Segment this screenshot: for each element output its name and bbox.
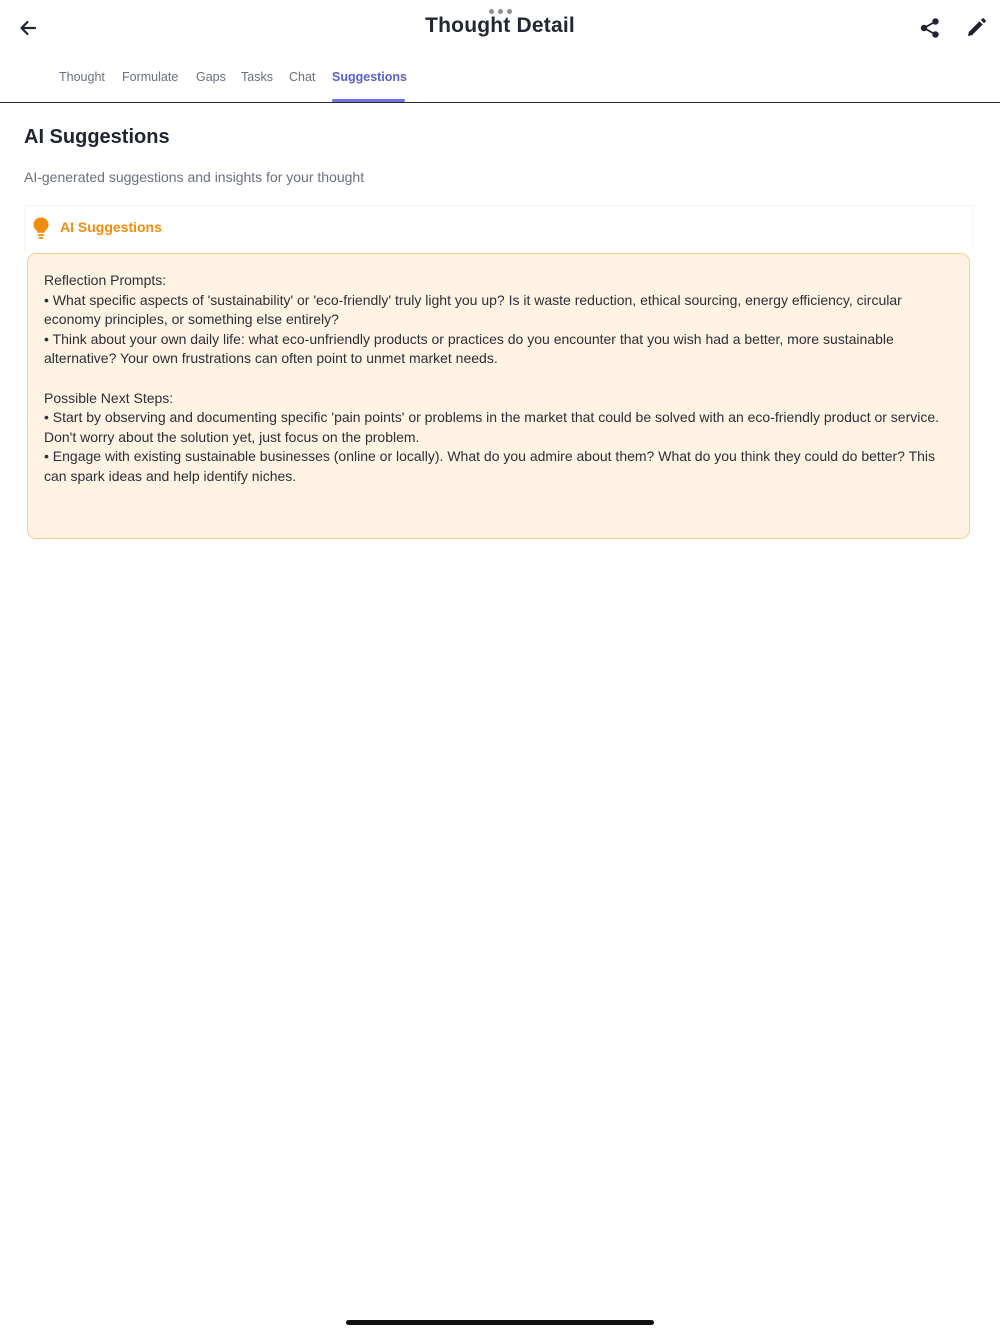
home-indicator[interactable] [346, 1320, 654, 1325]
active-tab-indicator [332, 99, 405, 102]
edit-button[interactable] [960, 12, 992, 44]
card-title: AI Suggestions [60, 219, 162, 235]
share-button[interactable] [914, 12, 946, 44]
section-subtitle: AI-generated suggestions and insights for your thought [24, 169, 365, 185]
tab-formulate[interactable]: Formulate [122, 70, 179, 84]
tab-bar [0, 60, 1000, 103]
tab-chat[interactable]: Chat [289, 70, 316, 84]
tab-gaps[interactable]: Gaps [196, 70, 226, 84]
tab-thought[interactable]: Thought [59, 70, 105, 84]
share-icon [919, 17, 941, 39]
suggestions-card [24, 205, 974, 545]
top-app-bar [0, 0, 1000, 56]
suggestion-text: Reflection Prompts: • What specific aspects of 'sustainability' or 'eco-friendly' truly light you up? Is it waste reduction, ethical sourcing, energy efficiency, circular economy principles, or something else entirely? • Think about your own daily life: what eco-unfriendly products or practices do you encounter that you wish had a better, more sustainable alternative? Your own frustrations can often point to unmet market needs. Possible Next Steps: • Start by observing and documenting specific 'pain points' or problems in the market that could be solved with an eco-friendly product or service. Don't worry about the solution yet, just focus on the problem. • Engage with existing sustainable businesses (online or locally). What do you admire about them? What do you think they could do better? This can spark ideas and help identify niches. [27, 253, 970, 539]
section-title: AI Suggestions [24, 126, 170, 148]
lightbulb-icon [31, 216, 51, 240]
pencil-icon [965, 17, 987, 39]
tab-tasks[interactable]: Tasks [241, 70, 273, 84]
page-title: Thought Detail [425, 14, 575, 37]
tab-suggestions[interactable]: Suggestions [332, 70, 408, 84]
card-header [24, 205, 974, 252]
